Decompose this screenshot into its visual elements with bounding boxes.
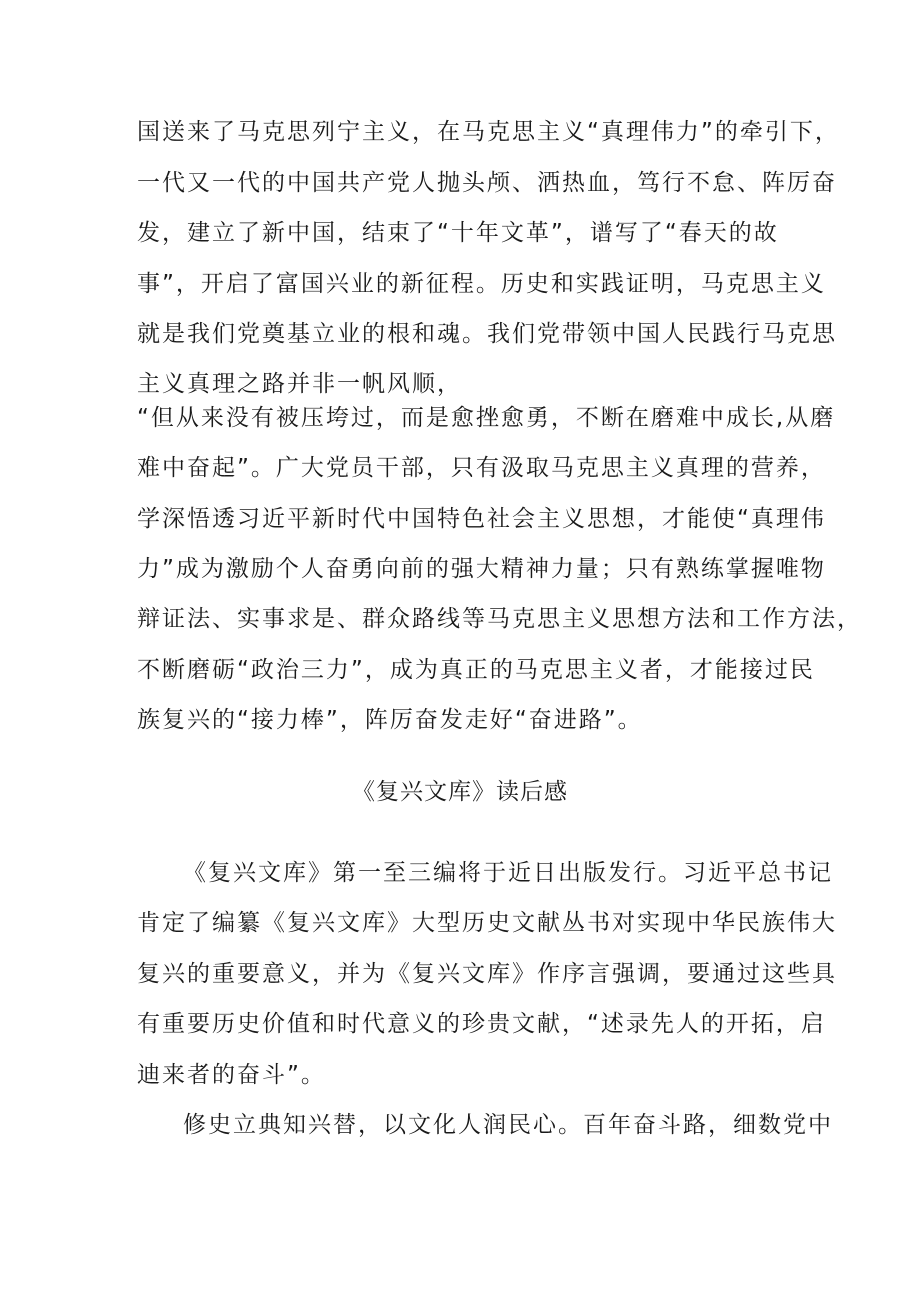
body-line: 就是我们党奠基立业的根和魂。我们党带领中国人民践行马克思 (137, 321, 837, 347)
body-line: 事”，开启了富国兴业的新征程。历史和实践证明，马克思主义 (137, 271, 826, 297)
body-line: 主义真理之路并非一帆风顺， (137, 371, 462, 397)
body-line: 力”成为激励个人奋勇向前的强大精神力量；只有熟练掌握唯物 (137, 556, 826, 582)
body-line: 一代又一代的中国共产党人抛头颅、洒热血，笃行不怠、阵厉奋 (137, 170, 837, 196)
body-line: 学深悟透习近平新时代中国特色社会主义思想，才能使“真理伟 (137, 506, 826, 532)
body-line: 辩证法、实事求是、群众路线等马克思主义思想方法和工作方法， (137, 606, 862, 632)
body-line: 发，建立了新中国，结束了“十年文革”，谱写了“春天的故 (137, 220, 779, 246)
body-line: 国送来了马克思列宁主义，在马克思主义“真理伟力”的牵引下， (137, 119, 840, 145)
body-line: 《复兴文库》第一至三编将于近日出版发行。习近平总书记 (183, 860, 833, 886)
body-line: 肯定了编纂《复兴文库》大型历史文献丛书对实现中华民族伟大 (137, 910, 837, 936)
body-line: 不断磨砺“政治三力”，成为真正的马克思主义者，才能接过民 (137, 657, 815, 683)
body-line: 族复兴的“接力棒”，阵厉奋发走好“奋进路”。 (137, 707, 643, 733)
body-line: 难中奋起”。广大党员干部，只有汲取马克思主义真理的营养， (137, 455, 826, 481)
body-line: “但从来没有被压垮过，而是愈挫愈勇，不断在磨难中成长,从磨 (137, 405, 836, 431)
section-title: 《复兴文库》读后感 (352, 779, 568, 805)
body-line: 复兴的重要意义，并为《复兴文库》作序言强调，要通过这些具 (137, 961, 837, 987)
body-line: 迪来者的奋斗”。 (137, 1062, 326, 1088)
body-line: 修史立典知兴替，以文化人润民心。百年奋斗路，细数党中 (183, 1112, 833, 1138)
body-line: 有重要历史价值和时代意义的珍贵文献，“述录先人的开拓，启 (137, 1011, 826, 1037)
